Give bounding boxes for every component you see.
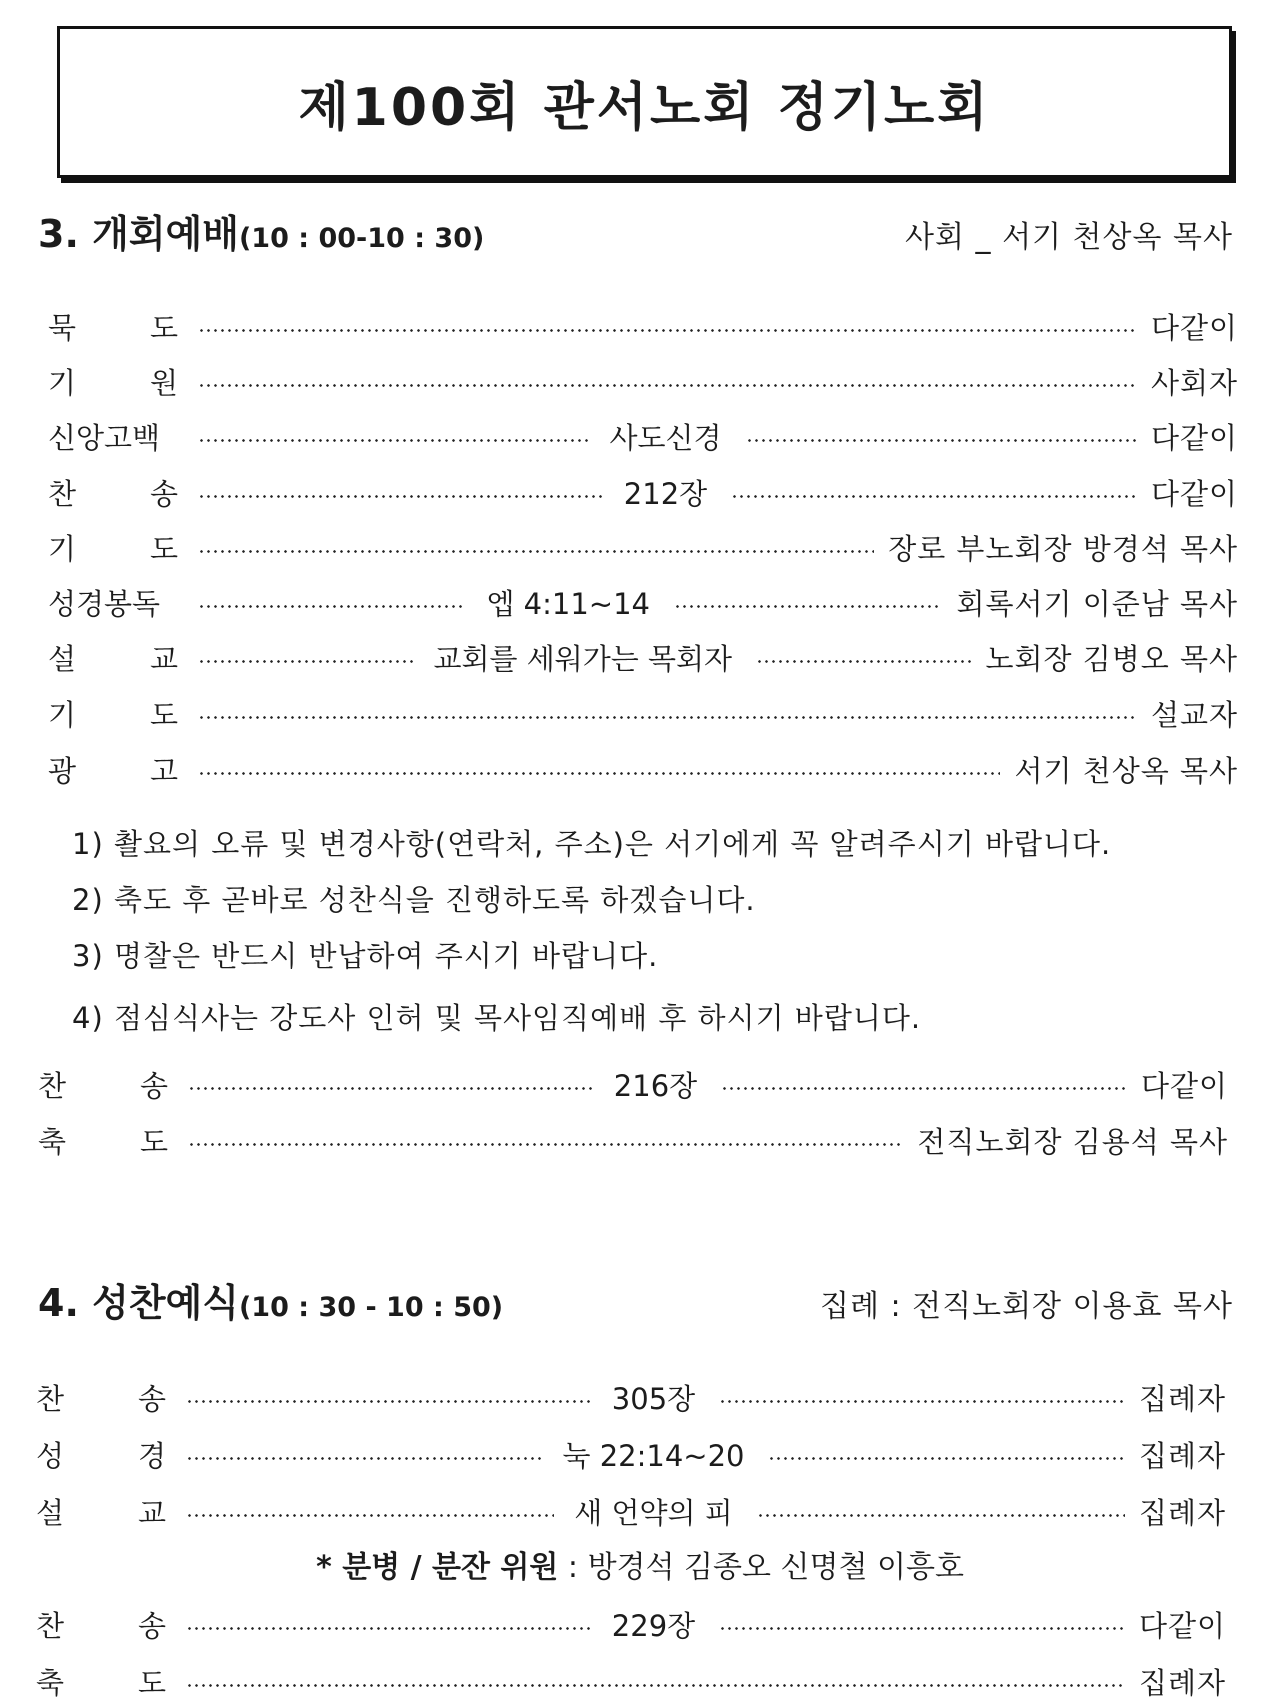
row-label [38, 1120, 168, 1161]
dot-leader [721, 1087, 1127, 1090]
row-label [36, 1434, 166, 1475]
section-4-leader: 집례 : 전직노회장 이용효 목사 [819, 1289, 1233, 1324]
program-row [48, 523, 1238, 571]
row-label-char: 축 [38, 1124, 67, 1159]
row-label-char: 기 [48, 531, 77, 566]
row-label [36, 1377, 166, 1418]
row-label [48, 527, 178, 568]
row-label-char: 교 [149, 641, 178, 676]
dot-leader [198, 605, 466, 608]
note-1: 1) 촬요의 오류 및 변경사항(연락처, 주소)은 서기에게 꼭 알려주시기 바랍니다. [72, 827, 1112, 861]
program-row [48, 302, 1238, 350]
row-label-char: 도 [137, 1665, 166, 1700]
dot-leader [186, 1514, 554, 1517]
row-person: 집례자 [1138, 1665, 1226, 1700]
program-row [38, 1060, 1228, 1108]
row-label-char: 찬 [38, 1068, 67, 1103]
note-2: 2) 축도 후 곧바로 성찬식을 진행하도록 하겠습니다. [72, 883, 756, 917]
row-label-char: 고 [149, 753, 178, 788]
row-item: 엡 4:11~14 [486, 586, 650, 621]
row-label [48, 472, 178, 513]
row-label [48, 749, 178, 790]
row-label-char: 경 [137, 1438, 166, 1473]
row-label-char: 도 [149, 697, 178, 732]
row-label [48, 361, 178, 402]
program-row [48, 689, 1238, 737]
dot-leader [719, 1400, 1125, 1403]
program-row [36, 1657, 1226, 1705]
note-3: 3) 명찰은 반드시 반납하여 주시기 바랍니다. [72, 939, 659, 973]
row-label-char: 찬 [48, 476, 77, 511]
program-row [36, 1487, 1226, 1535]
row-person: 사회자 [1150, 365, 1238, 400]
row-person: 집례자 [1138, 1438, 1226, 1473]
section-4-title: 성찬예식 [92, 1281, 239, 1325]
note-4: 4) 점심식사는 강도사 인허 및 목사임직예배 후 하시기 바랍니다. [72, 1001, 922, 1035]
row-person: 다같이 [1150, 476, 1239, 511]
dot-leader [198, 716, 1137, 719]
row-label-char: 찬 [36, 1608, 65, 1643]
row-label-char: 설 [36, 1495, 65, 1530]
program-row [48, 633, 1238, 681]
row-item: 새 언약의 피 [574, 1495, 733, 1530]
row-label [48, 637, 178, 678]
program-row [36, 1373, 1226, 1421]
section-3-header [38, 203, 1233, 263]
program-row [48, 468, 1238, 516]
row-label-char: 도 [139, 1124, 168, 1159]
section-3-leader: 사회 _ 서기 천상옥 목사 [905, 220, 1233, 255]
row-label-char: 송 [149, 476, 178, 511]
section-4-time: (10 : 30 - 10 : 50) [238, 1292, 504, 1323]
dot-leader [188, 1143, 903, 1146]
row-item: 229장 [611, 1608, 696, 1643]
section-3-number: 3. [38, 212, 79, 256]
row-label [36, 1661, 166, 1702]
program-row [38, 1116, 1228, 1164]
section-4-number: 4. [38, 1281, 79, 1325]
page-title: 제100회 관서노회 정기노회 [298, 77, 991, 138]
program-row [48, 745, 1238, 793]
row-person: 다같이 [1150, 310, 1238, 345]
section-3-heading [38, 203, 484, 258]
row-item: 눅 22:14~20 [562, 1438, 745, 1473]
dot-leader [186, 1627, 592, 1630]
dot-leader [186, 1457, 542, 1460]
dot-leader [198, 772, 1000, 775]
dot-leader [757, 1514, 1125, 1517]
dot-leader [198, 439, 589, 442]
dot-leader [198, 495, 604, 498]
row-label [48, 306, 178, 347]
row-person: 전직노회장 김용석 목사 [917, 1124, 1228, 1159]
committee-separator: : [558, 1550, 588, 1585]
row-item: 사도신경 [609, 420, 722, 455]
dot-leader [198, 550, 874, 553]
dot-leader [756, 660, 971, 663]
row-person: 집례자 [1138, 1381, 1227, 1416]
row-item: 305장 [611, 1381, 696, 1416]
row-item: 216장 [613, 1068, 698, 1103]
program-row [48, 412, 1238, 460]
committee-label: * 분병 / 분잔 위원 [316, 1550, 559, 1585]
dot-leader [674, 605, 942, 608]
row-person: 집례자 [1138, 1495, 1226, 1530]
row-label: 성경봉독 [48, 586, 161, 621]
dot-leader [198, 384, 1137, 387]
row-label-char: 기 [48, 697, 77, 732]
program-row [36, 1600, 1226, 1648]
row-person: 회록서기 이준남 목사 [956, 586, 1239, 621]
dot-leader [719, 1627, 1125, 1630]
program-row [48, 578, 1238, 626]
dot-leader [731, 495, 1137, 498]
dot-leader [186, 1400, 592, 1403]
row-label-char: 광 [48, 753, 77, 788]
row-label-char: 성 [36, 1438, 65, 1473]
row-person: 다같이 [1138, 1608, 1227, 1643]
row-label-char: 도 [149, 310, 178, 345]
title-box [57, 26, 1232, 178]
program-row [48, 357, 1238, 405]
row-label-char: 송 [139, 1068, 168, 1103]
row-label: 신앙고백 [48, 420, 161, 455]
row-label-char: 찬 [36, 1381, 65, 1416]
row-label-char: 설 [48, 641, 77, 676]
row-item: 교회를 세워가는 목회자 [433, 641, 733, 676]
section-3-time: (10 : 00-10 : 30) [238, 223, 485, 254]
committee-members: 방경석 김종오 신명철 이흥호 [587, 1550, 964, 1585]
dot-leader [186, 1684, 1125, 1687]
row-person: 다같이 [1150, 420, 1239, 455]
row-label [36, 1491, 166, 1532]
dot-leader [746, 439, 1137, 442]
row-label-char: 송 [137, 1608, 166, 1643]
row-label [36, 1604, 166, 1645]
row-label [48, 693, 178, 734]
dot-leader [198, 660, 413, 663]
section-3-title: 개회예배 [92, 212, 239, 256]
row-label-char: 송 [137, 1381, 166, 1416]
row-label-char: 축 [36, 1665, 65, 1700]
row-person: 장로 부노회장 방경석 목사 [888, 531, 1238, 566]
committee-line [0, 1542, 1280, 1586]
row-label-char: 도 [149, 531, 178, 566]
section-4-header [38, 1272, 1233, 1332]
row-person: 노회장 김병오 목사 [985, 641, 1239, 676]
row-item: 212장 [623, 476, 708, 511]
row-label-char: 원 [149, 365, 178, 400]
program-row [36, 1430, 1226, 1478]
row-label-char: 묵 [48, 310, 77, 345]
row-label-char: 교 [137, 1495, 166, 1530]
row-label-char: 기 [48, 365, 77, 400]
dot-leader [188, 1087, 594, 1090]
section-4-heading [38, 1272, 503, 1327]
dot-leader [768, 1457, 1124, 1460]
row-label [38, 1064, 168, 1105]
row-person: 다같이 [1140, 1068, 1229, 1103]
dot-leader [198, 329, 1137, 332]
row-person: 서기 천상옥 목사 [1014, 753, 1238, 788]
row-person: 설교자 [1150, 697, 1238, 732]
